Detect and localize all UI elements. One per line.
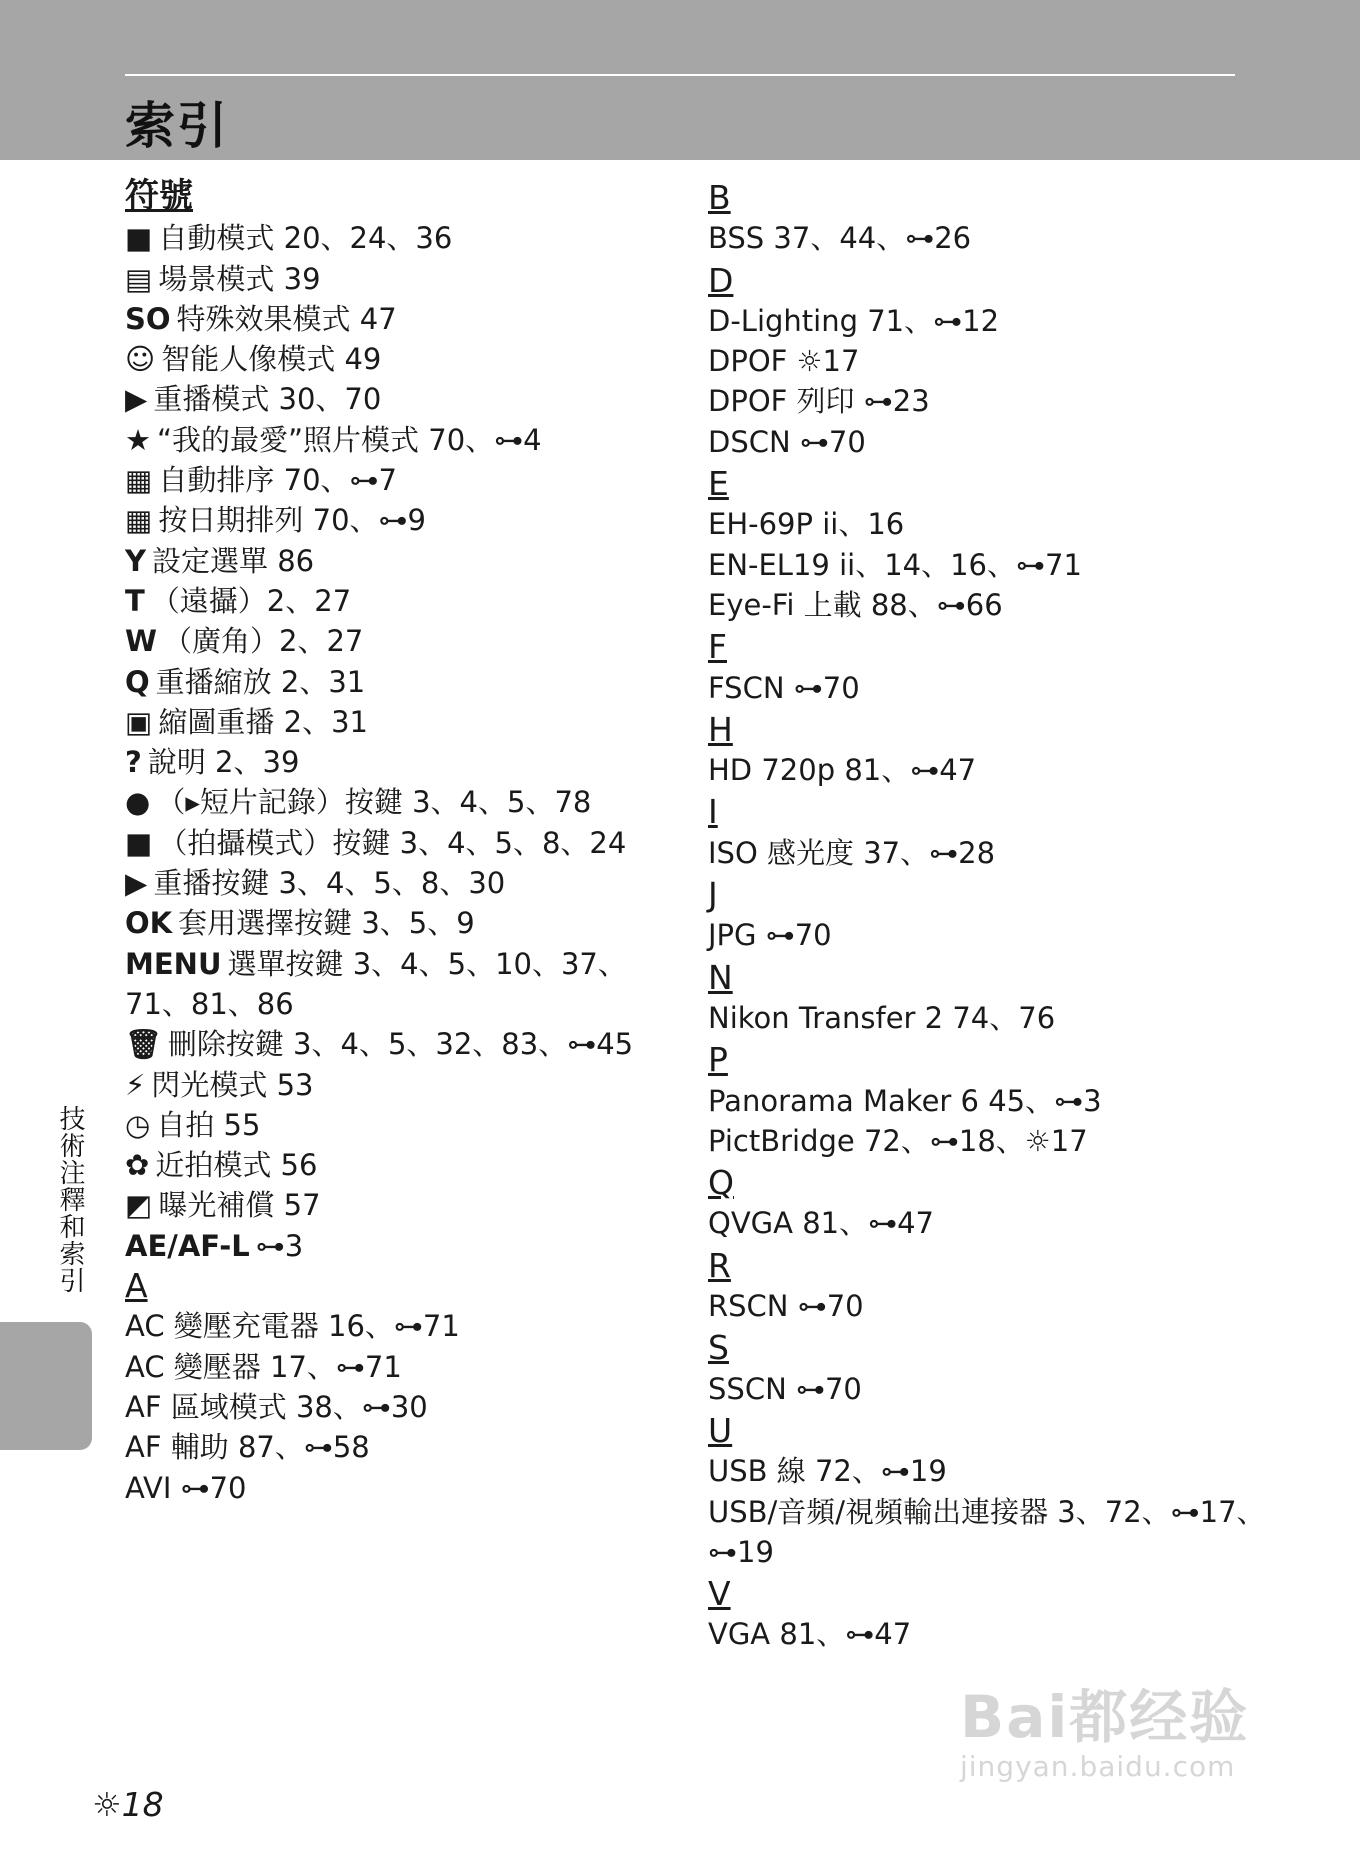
entry-icon: ◷ <box>125 1107 151 1142</box>
entry-text: 特殊效果模式 47 <box>176 301 397 336</box>
entry-text: 刪除按鍵 3、4、5、32、83、⊶45 <box>167 1027 634 1062</box>
entry-text: AVI ⊶70 <box>125 1470 247 1505</box>
entry-text: 閃光模式 53 <box>151 1067 314 1102</box>
index-entry <box>125 1065 645 1105</box>
index-entry <box>125 420 645 460</box>
index-heading: F <box>708 627 727 667</box>
index-entry <box>708 1369 1268 1409</box>
entry-icon: ★ <box>125 422 151 457</box>
page-title: 索引 <box>125 97 229 155</box>
index-entry <box>125 1347 645 1387</box>
index-entry <box>708 998 1268 1038</box>
entry-text: DPOF ☼17 <box>708 344 860 379</box>
entry-icon: Y <box>125 543 146 578</box>
entry-icon: ● <box>125 785 151 820</box>
index-entry <box>125 500 645 540</box>
index-heading: V <box>708 1574 731 1614</box>
index-entry <box>125 903 645 943</box>
index-entry <box>125 1185 645 1225</box>
index-entry <box>708 585 1268 625</box>
entry-icon: ▦ <box>125 503 153 538</box>
index-entry <box>125 1468 645 1508</box>
index-entry <box>125 621 645 661</box>
entry-text: ⊶3 <box>255 1228 304 1263</box>
index-entry <box>125 863 645 903</box>
entry-text: 曝光補償 57 <box>158 1188 321 1223</box>
watermark-site: jingyan.baidu.com <box>960 1750 1236 1783</box>
entry-text: HD 720p 81、⊶47 <box>708 753 977 788</box>
index-entry <box>708 1614 1268 1654</box>
index-entry <box>125 379 645 419</box>
index-heading: D <box>708 260 734 300</box>
entry-text: 重播縮放 2、31 <box>155 664 366 699</box>
index-right-column <box>708 176 1268 1655</box>
index-entry <box>708 504 1268 544</box>
entry-text: PictBridge 72、⊶18、☼17 <box>708 1123 1088 1158</box>
side-tab-label: 技術注釋和索引 <box>55 1105 85 1294</box>
index-entry <box>125 1145 645 1185</box>
index-entry <box>708 750 1268 790</box>
entry-icon: ▶ <box>125 866 148 901</box>
index-entry <box>708 545 1268 585</box>
entry-icon: AE/AF-L <box>125 1228 250 1263</box>
entry-text: 自動排序 70、⊶7 <box>158 463 397 498</box>
index-entry <box>125 823 645 863</box>
index-entry <box>708 218 1268 258</box>
entry-text: RSCN ⊶70 <box>708 1289 864 1324</box>
entry-text: “我的最愛”照片模式 70、⊶4 <box>157 422 542 457</box>
index-entry <box>708 341 1268 381</box>
index-heading: Q <box>708 1163 734 1203</box>
entry-icon: 🗑 <box>125 1027 162 1062</box>
entry-icon: ? <box>125 745 142 780</box>
index-entry <box>125 541 645 581</box>
entry-text: （遠攝）2、27 <box>150 583 352 618</box>
index-heading: A <box>125 1266 148 1306</box>
entry-icon: ▦ <box>125 463 153 498</box>
index-entry <box>125 782 645 822</box>
entry-text: Panorama Maker 6 45、⊶3 <box>708 1083 1102 1118</box>
index-entry <box>125 1306 645 1346</box>
entry-text: AC 變壓充電器 16、⊶71 <box>125 1309 460 1344</box>
entry-text: D-Lighting 71、⊶12 <box>708 303 1000 338</box>
index-entry <box>125 662 645 702</box>
watermark <box>960 1670 1249 1783</box>
entry-text: AC 變壓器 17、⊶71 <box>125 1349 402 1384</box>
entry-text: （廣角）2、27 <box>163 624 364 659</box>
entry-text: AF 區域模式 38、⊶30 <box>125 1389 428 1424</box>
index-heading: U <box>708 1410 733 1450</box>
index-heading: S <box>708 1328 729 1368</box>
entry-text: VGA 81、⊶47 <box>708 1617 912 1652</box>
entry-icon: W <box>125 624 157 659</box>
index-entry <box>708 833 1268 873</box>
index-entry <box>125 1105 645 1145</box>
index-entry <box>708 381 1268 421</box>
header-rule <box>125 74 1235 76</box>
index-heading: J <box>708 875 718 915</box>
entry-text: 縮圖重播 2、31 <box>158 704 368 739</box>
entry-icon: ⚡ <box>125 1067 146 1102</box>
entry-icon: OK <box>125 906 173 941</box>
entry-text: QVGA 81、⊶47 <box>708 1206 934 1241</box>
index-entry <box>708 1081 1268 1121</box>
index-entry <box>708 301 1268 341</box>
index-entry <box>125 1427 645 1467</box>
index-entry <box>708 1492 1268 1573</box>
entry-text: 說明 2、39 <box>147 745 300 780</box>
entry-text: DSCN ⊶70 <box>708 424 866 459</box>
page-number <box>92 1785 164 1824</box>
index-entry <box>125 742 645 782</box>
entry-text: 重播模式 30、70 <box>153 382 382 417</box>
index-entry <box>125 1226 645 1266</box>
entry-text: （拍攝模式）按鍵 3、4、5、8、24 <box>158 825 627 860</box>
index-entry <box>125 218 645 258</box>
entry-text: Nikon Transfer 2 74、76 <box>708 1000 1056 1035</box>
entry-text: 重播按鍵 3、4、5、8、30 <box>153 866 506 901</box>
entry-text: 自動模式 20、24、36 <box>158 221 453 256</box>
index-entry <box>708 1451 1268 1491</box>
index-entry <box>125 259 645 299</box>
index-entry <box>708 1121 1268 1161</box>
entry-text: 選單按鍵 3、4、5、10、37、71、81、86 <box>125 946 627 1021</box>
index-entry <box>708 668 1268 708</box>
entry-text: JPG ⊶70 <box>708 918 832 953</box>
index-heading: R <box>708 1245 731 1285</box>
index-entry <box>125 1024 645 1064</box>
entry-icon: ☺ <box>125 342 156 377</box>
index-entry <box>125 339 645 379</box>
entry-text: USB/音頻/視頻輸出連接器 3、72、⊶17、⊶19 <box>708 1494 1266 1569</box>
index-entry <box>125 944 645 1025</box>
watermark-brand: Bai都经验 <box>960 1683 1250 1751</box>
entry-text: 按日期排列 70、⊶9 <box>158 503 426 538</box>
entry-icon: ✿ <box>125 1148 150 1183</box>
index-heading: B <box>708 178 731 217</box>
index-entry <box>708 1286 1268 1326</box>
index-entry <box>125 460 645 500</box>
entry-text: AF 輔助 87、⊶58 <box>125 1430 370 1465</box>
entry-icon: SO <box>125 301 171 336</box>
entry-text: SSCN ⊶70 <box>708 1371 862 1406</box>
index-heading: I <box>708 792 718 832</box>
tip-icon: ☼ <box>92 1785 122 1824</box>
page-header <box>0 0 1360 160</box>
entry-icon: ▶ <box>125 382 148 417</box>
index-entry <box>125 299 645 339</box>
entry-icon: ▤ <box>125 261 153 296</box>
entry-text: FSCN ⊶70 <box>708 670 860 705</box>
entry-icon: ▣ <box>125 704 153 739</box>
entry-text: 場景模式 39 <box>158 261 321 296</box>
index-entry <box>708 1203 1268 1243</box>
entry-text: 套用選擇按鍵 3、5、9 <box>178 906 475 941</box>
entry-text: 設定選單 86 <box>152 543 315 578</box>
entry-text: Eye-Fi 上載 88、⊶66 <box>708 587 1003 622</box>
entry-icon: MENU <box>125 946 222 981</box>
index-entry <box>708 422 1268 462</box>
index-entry <box>125 1387 645 1427</box>
index-heading: N <box>708 957 733 997</box>
page-number-value: 18 <box>121 1785 164 1824</box>
index-heading: 符號 <box>125 176 193 216</box>
entry-icon: ■ <box>125 221 153 256</box>
entry-text: 近拍模式 56 <box>155 1148 318 1183</box>
index-heading: P <box>708 1040 728 1080</box>
index-left-column <box>125 176 645 1508</box>
index-entry <box>125 581 645 621</box>
index-entry <box>708 915 1268 955</box>
index-heading: E <box>708 464 729 504</box>
entry-icon: ◩ <box>125 1188 153 1223</box>
entry-text: EN-EL19 ii、14、16、⊶71 <box>708 547 1082 582</box>
entry-text: EH-69P ii、16 <box>708 507 905 542</box>
entry-text: 智能人像模式 49 <box>161 342 382 377</box>
index-heading: H <box>708 709 733 749</box>
entry-text: DPOF 列印 ⊶23 <box>708 384 930 419</box>
entry-text: BSS 37、44、⊶26 <box>708 221 972 256</box>
entry-text: 自拍 55 <box>156 1107 261 1142</box>
entry-icon: T <box>125 583 145 618</box>
entry-icon: Q <box>125 664 150 699</box>
side-tab <box>0 1322 92 1450</box>
entry-icon: ■ <box>125 825 153 860</box>
entry-text: ISO 感光度 37、⊶28 <box>708 835 996 870</box>
entry-text: USB 線 72、⊶19 <box>708 1454 947 1489</box>
entry-text: （▸短片記錄）按鍵 3、4、5、78 <box>156 785 592 820</box>
index-entry <box>125 702 645 742</box>
